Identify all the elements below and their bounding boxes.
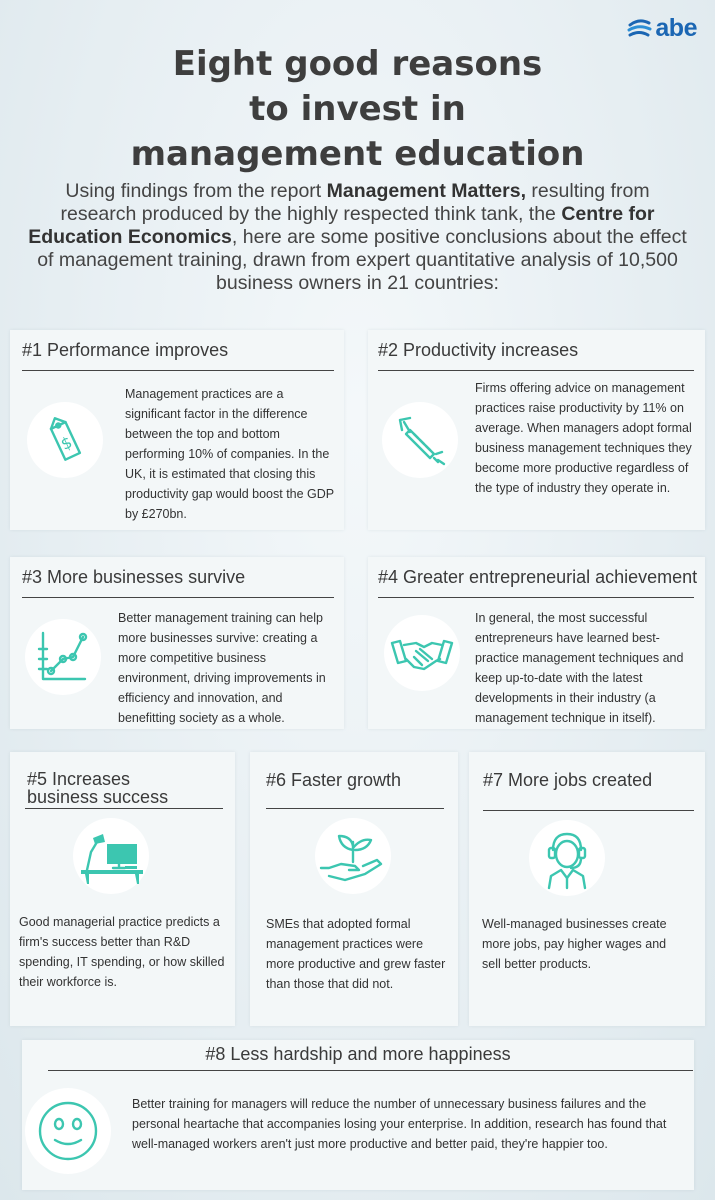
title-line-3: management education bbox=[130, 134, 585, 174]
line-graph-icon bbox=[25, 619, 101, 695]
reason-card-7 bbox=[469, 752, 705, 1026]
abe-logo bbox=[626, 14, 697, 43]
worker-headset-icon bbox=[529, 820, 605, 896]
icon-circle bbox=[382, 402, 458, 478]
reason-text: Good managerial practice predicts a firm's success better than R&D spending, IT spending, or how skilled their workforce is. bbox=[19, 915, 225, 989]
intro-text-1: Using findings from the report bbox=[65, 180, 327, 202]
reason-title: #1 Performance improves bbox=[22, 340, 229, 360]
reason-title-line-1: #5 Increases bbox=[27, 769, 131, 789]
desk-computer-icon bbox=[73, 818, 149, 894]
title-divider bbox=[25, 808, 223, 809]
reason-text: Well-managed businesses create more jobs, pay higher wages and sell better products. bbox=[482, 917, 667, 971]
reason-card-4 bbox=[368, 557, 705, 729]
smiley-face-icon bbox=[25, 1088, 111, 1174]
hand-plant-icon bbox=[315, 818, 391, 894]
firework-rocket-icon bbox=[382, 402, 458, 478]
reason-card-6 bbox=[250, 752, 458, 1026]
icon-circle bbox=[73, 818, 149, 894]
reason-title: #8 Less hardship and more happiness bbox=[205, 1044, 511, 1064]
intro-paragraph bbox=[25, 180, 690, 295]
icon-circle bbox=[25, 619, 101, 695]
globe-swirl-icon bbox=[626, 16, 652, 42]
logo-text: abe bbox=[655, 14, 697, 42]
icon-circle bbox=[315, 818, 391, 894]
title-divider bbox=[266, 808, 444, 809]
intro-text-3: , here are some positive conclusions about the effect of management training, drawn from expert quantitative analysis of 10,500 business owners in 21 countries: bbox=[37, 226, 687, 294]
reason-title: #6 Faster growth bbox=[266, 770, 402, 790]
reason-title bbox=[27, 770, 168, 806]
reason-text: SMEs that adopted formal management practices were more productive and grew faster than those that did not. bbox=[266, 917, 446, 991]
reason-title: #3 More businesses survive bbox=[22, 567, 246, 587]
reason-title-line-2: business success bbox=[27, 787, 169, 807]
reason-text: Better training for managers will reduce the number of unnecessary business failures and the personal heartache that accompanies losing your enterprise. In addition, research has found that well-managed workers aren't just more productive and better paid, they're happier too. bbox=[132, 1097, 667, 1151]
reason-text: Better management training can help more businesses survive: creating a more competitive business environment, driving improvements in efficiency and innovation, and benefitting society as a whole. bbox=[118, 611, 326, 725]
title-divider bbox=[378, 370, 694, 371]
icon-circle bbox=[529, 820, 605, 896]
page-title bbox=[0, 42, 715, 177]
reason-title: #7 More jobs created bbox=[483, 770, 653, 790]
think-tank-name: Centre for Education Economics bbox=[28, 203, 655, 248]
price-tag-dollar-icon bbox=[27, 402, 103, 478]
handshake-icon bbox=[384, 615, 460, 691]
title-divider bbox=[48, 1070, 693, 1071]
reason-card-2 bbox=[368, 330, 705, 530]
reason-text: In general, the most successful entrepreneurs have learned best-practice management techniques and keep up-to-date with the latest developments in their industry (a management technique in itself). bbox=[475, 611, 684, 725]
reason-card-8 bbox=[22, 1040, 694, 1190]
title-divider bbox=[483, 810, 694, 811]
reason-card-1 bbox=[10, 330, 344, 530]
title-divider bbox=[22, 370, 334, 371]
reason-title: #2 Productivity increases bbox=[378, 340, 579, 360]
reason-text: Firms offering advice on management practices raise productivity by 11% on average. When managers adopt formal business management techniques they become more productive regardless of the type of industry they operate in. bbox=[475, 381, 692, 495]
icon-circle bbox=[25, 1088, 111, 1174]
reason-card-3 bbox=[10, 557, 344, 729]
icon-circle bbox=[384, 615, 460, 691]
title-line-1: Eight good reasons bbox=[172, 44, 543, 84]
report-name: Management Matters, bbox=[326, 180, 527, 202]
reason-title: #4 Greater entrepreneurial achievement bbox=[378, 567, 698, 587]
title-divider bbox=[22, 597, 334, 598]
reason-card-5 bbox=[10, 752, 235, 1026]
title-line-2: to invest in bbox=[249, 89, 466, 129]
reason-text: Management practices are a significant factor in the difference between the top and bottom performing 10% of companies. In the UK, it is estimated that closing this productivity gap would boost the GDP by £270bn. bbox=[125, 387, 334, 521]
intro-text-2: resulting from research produced by the highly respected think tank, the bbox=[60, 180, 650, 225]
title-divider bbox=[378, 597, 694, 598]
icon-circle bbox=[27, 402, 103, 478]
svg-text:$: $ bbox=[57, 432, 76, 454]
